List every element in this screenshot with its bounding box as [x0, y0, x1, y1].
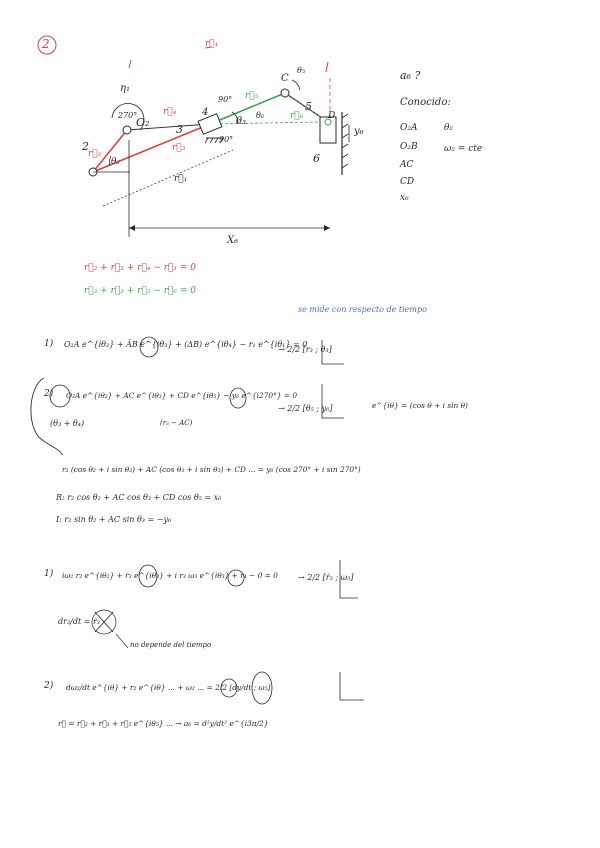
known-item-5: x₆: [400, 193, 409, 203]
loop-eq-1: r⃗₂ + r⃗₃ + r⃗₄ − r⃗₁ = 0: [84, 263, 197, 273]
label-270: 270°: [118, 111, 138, 120]
label-link4: 4: [202, 107, 209, 118]
known-omega: ω₂ = cte: [444, 144, 483, 154]
label-theta6: θ₆: [256, 111, 265, 120]
label-r5: r⃗₅: [245, 91, 259, 101]
label-D: D: [328, 111, 336, 121]
pos-eq1: O₂A e^{iθ₂} + ĀB e^{iθ₃} + (ΔB) e^{iθ₄} − r₁ e^{iθ₁} = 0: [64, 340, 308, 349]
label-r3: r⃗₃: [172, 143, 186, 153]
pos-n1: 1): [44, 339, 54, 349]
label-theta3: θ₃: [236, 116, 247, 127]
pos-eq2: O₂A e^{iθ₂} + AC e^{iθ₃} + CD e^{iθ₅} − y₆ e^{i270°} = 0: [66, 391, 298, 400]
known-item-3: AC: [400, 160, 414, 170]
label-O2: O₂: [136, 116, 150, 129]
label-r1: r⃗₁: [174, 174, 188, 184]
pos-mid: (r₃ − AC): [160, 419, 193, 427]
label-link6: 6: [313, 152, 320, 165]
acc-final: r⃗ = r⃗₂ + r⃗₃ + r⃗₅ e^{iθ₅} ... → a₆ = d²y/dt² e^{i3π/2}: [58, 719, 269, 728]
acc-n: 2): [44, 681, 54, 691]
vel-note: no depende del tiempo: [130, 641, 212, 649]
vel-frac: dr₃/dt = ṙ₃: [58, 617, 101, 626]
label-y6: y₆: [354, 126, 364, 137]
pin-O2: [123, 126, 131, 134]
vel-res: → 2/2 [ṙ₃ ; ω₃]: [298, 573, 354, 582]
vel-n: 1): [44, 569, 54, 579]
label-r4: r⃗₄: [163, 107, 177, 117]
label-r1-top: r⃗₁: [205, 39, 219, 49]
label-r2: r⃗₂: [88, 149, 102, 159]
label-link3: 3: [176, 123, 183, 136]
label-link2: 2: [82, 140, 89, 153]
known-item-1: O₂A: [400, 123, 418, 133]
label-theta2: θ₂: [111, 157, 121, 167]
pos-res2: → 2/2 [θ₅ ; y₆]: [278, 404, 333, 413]
pos-imag: I: r₂ sin θ₂ + AC sin θ₃ = −y₆: [56, 515, 172, 524]
label-90b: 90°: [219, 135, 234, 144]
pin-C: [281, 89, 289, 97]
known-item-2: O₂B: [400, 142, 418, 152]
problem-number: 2: [42, 37, 50, 51]
loop-eq-2: r⃗₂ + r⃗₃ + r⃗₅ − r⃗₆ = 0: [84, 286, 197, 296]
label-r6: r⃗₆: [290, 111, 304, 121]
pos-res1: → 2/2 [r₃ ; θ₃]: [278, 345, 332, 354]
pos-expand: r₂ (cos θ₂ + i sin θ₂) + AC (cos θ₃ + i sin θ₃) + CD ... = y₆ (cos 270° + i sin 270°): [62, 465, 361, 474]
known-item-4: CD: [400, 177, 415, 187]
vel-eq: iω₂ r₂ e^{iθ₂} + ṙ₃ e^{iθ₃} + i r₃ ω₃ e^{iθ₃} + r₄ − 0 = 0: [62, 571, 278, 580]
label-C: C: [281, 73, 289, 84]
acc-eq: dω₂/dt e^{iθ} + r₂ e^{iθ} ... + ω₂ ... = 2/2 [dy/dt ; ω₅]: [66, 683, 271, 692]
unknown-label: a₆ ?: [400, 69, 421, 82]
label-x6: X₆: [227, 235, 239, 246]
known-label: Conocido:: [400, 97, 451, 108]
pos-left1: (θ₃ + θ₄): [50, 419, 85, 428]
pos-real: R: r₂ cos θ₂ + AC cos θ₃ + CD cos θ₅ = x₆: [56, 493, 222, 502]
label-n1: η₁: [120, 83, 130, 94]
known-theta2: θ₂: [444, 123, 454, 133]
pos-n2: 2): [44, 389, 54, 399]
label-90: 90°: [218, 95, 233, 104]
pos-aside: e^{iθ} = (cos θ + i sin θ): [372, 401, 468, 410]
label-link5: 5: [305, 100, 312, 113]
note-time: se mide con respecto de tiempo: [298, 305, 427, 314]
label-theta5: θ₅: [297, 66, 306, 75]
